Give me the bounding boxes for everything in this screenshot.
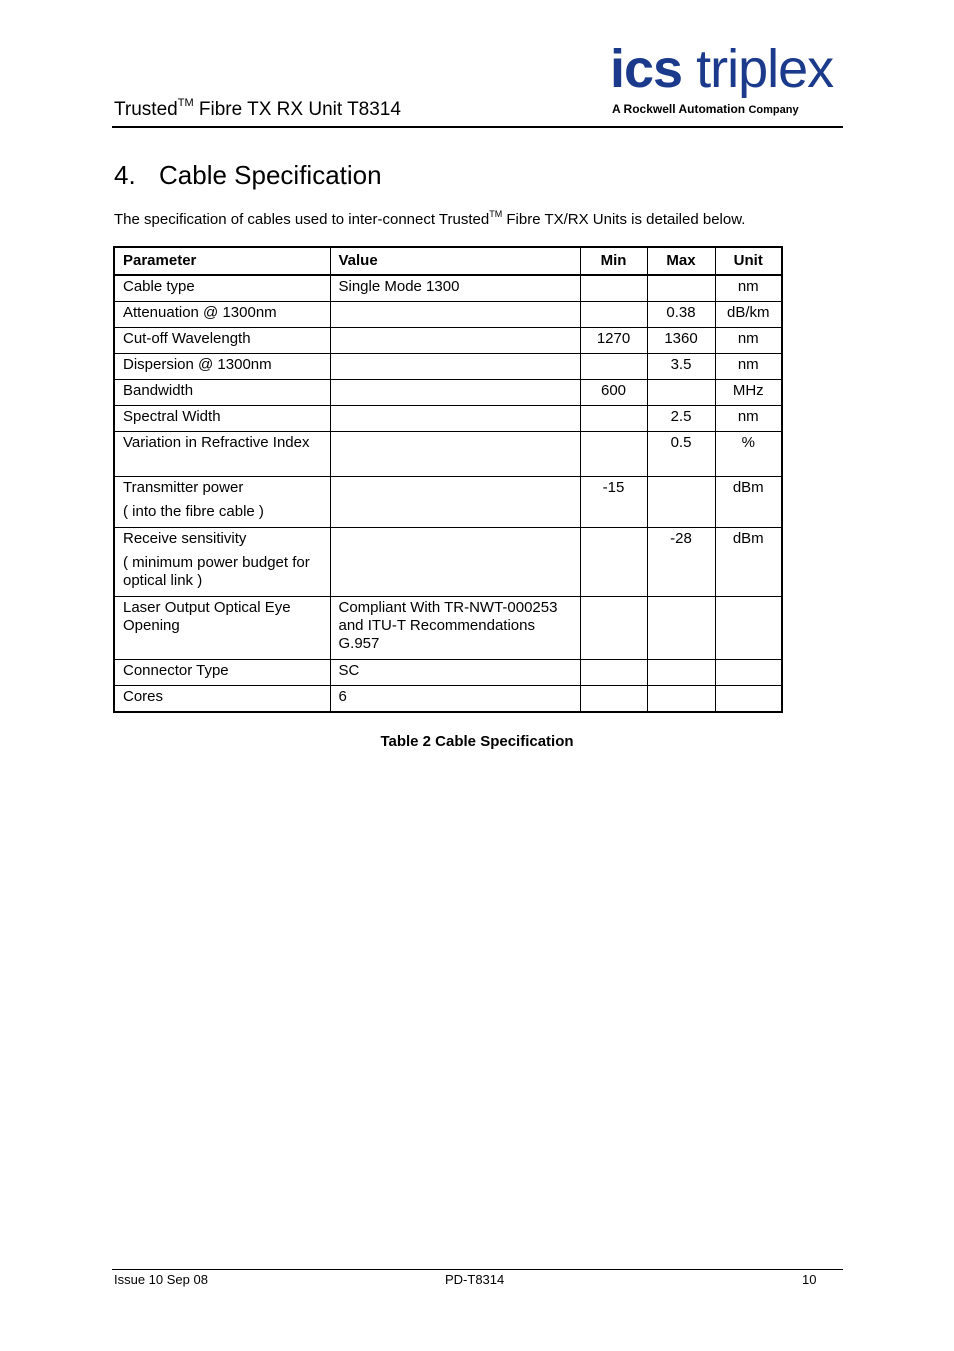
parameter-name: Transmitter power — [123, 479, 244, 496]
title-prefix: Trusted — [114, 99, 178, 120]
cell-max — [647, 275, 715, 302]
parameter-note: ( into the fibre cable ) — [123, 503, 264, 520]
table-row — [114, 477, 782, 528]
cell-min — [580, 686, 647, 713]
cell-unit: nm — [715, 275, 782, 302]
header-divider — [112, 126, 843, 128]
cell-max — [647, 380, 715, 406]
header-parameter: Parameter — [114, 247, 330, 275]
parameter-note: ( minimum power budget for optical link ) — [123, 554, 310, 589]
cell-parameter — [114, 528, 330, 597]
cell-unit: % — [715, 432, 782, 477]
cell-unit: dBm — [715, 528, 782, 597]
cell-min — [580, 432, 647, 477]
cable-spec-table — [113, 246, 783, 713]
cell-max: 1360 — [647, 328, 715, 354]
cell-min — [580, 354, 647, 380]
cell-value — [330, 302, 580, 328]
table-row — [114, 302, 782, 328]
cell-parameter: Cable type — [114, 275, 330, 302]
document-title — [114, 99, 401, 121]
cell-min — [580, 406, 647, 432]
footer-divider — [112, 1269, 843, 1270]
cell-parameter — [114, 477, 330, 528]
cell-min — [580, 528, 647, 597]
cell-value — [330, 432, 580, 477]
header-unit: Unit — [715, 247, 782, 275]
cell-max: 0.38 — [647, 302, 715, 328]
cell-max — [647, 597, 715, 660]
cell-parameter: Cores — [114, 686, 330, 713]
cell-max: 0.5 — [647, 432, 715, 477]
footer-issue: Issue 10 Sep 08 — [114, 1272, 208, 1287]
table-row — [114, 275, 782, 302]
intro-after: Fibre TX/RX Units is detailed below. — [502, 211, 746, 228]
logo-light-text: triplex — [696, 39, 834, 99]
cell-unit: dB/km — [715, 302, 782, 328]
section-heading — [114, 160, 382, 191]
cell-parameter: Bandwidth — [114, 380, 330, 406]
header-value: Value — [330, 247, 580, 275]
header-min: Min — [580, 247, 647, 275]
table-row — [114, 354, 782, 380]
cell-value — [330, 406, 580, 432]
intro-before: The specification of cables used to inter-connect Trusted — [114, 211, 490, 228]
cell-value — [330, 328, 580, 354]
cell-unit: MHz — [715, 380, 782, 406]
cell-min — [580, 660, 647, 686]
trademark-superscript: TM — [177, 97, 194, 109]
header-max: Max — [647, 247, 715, 275]
table-row — [114, 686, 782, 713]
footer-page-number: 10 — [802, 1272, 817, 1287]
table-row — [114, 328, 782, 354]
section-number: 4. — [114, 160, 136, 190]
cell-max — [647, 686, 715, 713]
cell-unit — [715, 597, 782, 660]
table-row — [114, 380, 782, 406]
cell-parameter: Laser Output Optical Eye Opening — [114, 597, 330, 660]
cell-value: 6 — [330, 686, 580, 713]
cell-value: Compliant With TR-NWT-000253 and ITU-T Recommendations G.957 — [330, 597, 580, 660]
cell-value — [330, 380, 580, 406]
logo-wordmark — [610, 40, 833, 98]
logo-tagline — [612, 102, 799, 116]
logo-company-text: Company — [748, 104, 799, 116]
cell-min: 1270 — [580, 328, 647, 354]
cell-unit — [715, 686, 782, 713]
table-caption: Table 2 Cable Specification — [380, 733, 574, 750]
cell-max: 2.5 — [647, 406, 715, 432]
table-header-row — [114, 247, 782, 275]
cell-parameter: Attenuation @ 1300nm — [114, 302, 330, 328]
parameter-name: Receive sensitivity — [123, 530, 247, 547]
intro-paragraph — [114, 211, 745, 228]
cell-unit: nm — [715, 406, 782, 432]
cell-min: 600 — [580, 380, 647, 406]
ics-triplex-logo — [606, 40, 844, 120]
table-row — [114, 432, 782, 477]
table-row — [114, 597, 782, 660]
cell-value — [330, 477, 580, 528]
table-row — [114, 528, 782, 597]
cell-value — [330, 354, 580, 380]
cell-max: -28 — [647, 528, 715, 597]
cell-value — [330, 528, 580, 597]
cell-min — [580, 275, 647, 302]
cell-parameter: Connector Type — [114, 660, 330, 686]
cell-unit: nm — [715, 354, 782, 380]
title-suffix: Fibre TX RX Unit T8314 — [193, 99, 401, 120]
cell-parameter: Dispersion @ 1300nm — [114, 354, 330, 380]
intro-trademark: TM — [489, 209, 503, 219]
table-row — [114, 660, 782, 686]
logo-bold-text: ics — [610, 39, 683, 99]
cell-max — [647, 660, 715, 686]
cell-unit: dBm — [715, 477, 782, 528]
cell-min — [580, 302, 647, 328]
cell-max — [647, 477, 715, 528]
logo-tagline-text: A Rockwell Automation — [612, 102, 746, 116]
cell-value: Single Mode 1300 — [330, 275, 580, 302]
cell-max: 3.5 — [647, 354, 715, 380]
cell-parameter: Spectral Width — [114, 406, 330, 432]
cell-parameter: Cut-off Wavelength — [114, 328, 330, 354]
cell-unit: nm — [715, 328, 782, 354]
cell-value: SC — [330, 660, 580, 686]
cell-unit — [715, 660, 782, 686]
section-title: Cable Specification — [159, 160, 382, 190]
cell-min: -15 — [580, 477, 647, 528]
cell-min — [580, 597, 647, 660]
cell-parameter: Variation in Refractive Index — [114, 432, 330, 477]
footer-doc-id: PD-T8314 — [445, 1272, 505, 1287]
table-row — [114, 406, 782, 432]
